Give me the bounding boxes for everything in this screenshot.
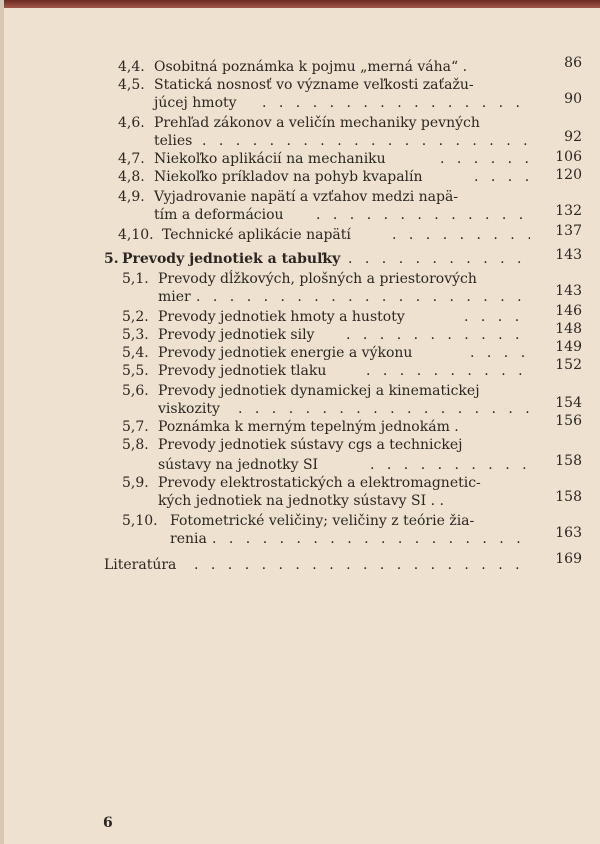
entry-page: 90 <box>564 91 582 107</box>
leader-dots <box>470 344 530 362</box>
leader-dots <box>474 168 530 186</box>
entry-page: 120 <box>555 167 582 183</box>
page-edge <box>0 0 4 844</box>
entry-page: 149 <box>555 339 582 355</box>
entry-number: 5,9. <box>122 475 149 491</box>
entry-title-continued: telies <box>154 133 193 149</box>
entry-title-continued: sústavy na jednotky SI <box>158 457 319 473</box>
entry-title: Prevody jednotiek hmoty a hustoty <box>158 309 405 325</box>
entry-number: 4,5. <box>118 77 145 93</box>
entry-title: Statická nosnosť vo význame veľkosti zaťažu- <box>154 77 474 93</box>
entry-page: 132 <box>555 203 582 219</box>
entry-number: 4,8. <box>118 169 145 185</box>
leader-dots <box>202 132 530 150</box>
entry-title-continued: mier <box>158 289 191 305</box>
entry-title: Prevody jednotiek energie a výkonu <box>158 345 413 361</box>
leader-dots <box>238 400 530 418</box>
entry-title: Osobitná poznámka k pojmu „merná váha“ . <box>154 59 468 75</box>
leader-dots <box>262 94 530 112</box>
entry-number: 5,8. <box>122 437 149 453</box>
entry-page: 92 <box>564 129 582 145</box>
entry-page: 152 <box>555 357 582 373</box>
entry-title: Vyjadrovanie napätí a vzťahov medzi napä- <box>154 189 459 205</box>
entry-number: 5,5. <box>122 363 149 379</box>
entry-number: 5,1. <box>122 271 149 287</box>
entry-title: Prevody jednotiek sústavy cgs a technickej <box>158 437 463 453</box>
entry-title-continued: kých jednotiek na jednotky sústavy SI . . <box>158 493 444 509</box>
entry-number: 5,3. <box>122 327 149 343</box>
entry-number: 4,9. <box>118 189 145 205</box>
leader-dots <box>348 250 530 268</box>
entry-page: 148 <box>555 321 582 337</box>
leader-dots <box>194 556 530 574</box>
entry-number: 5,4. <box>122 345 149 361</box>
entry-page: 163 <box>555 525 582 541</box>
leader-dots <box>464 308 530 326</box>
entry-number: 4,4. <box>118 59 145 75</box>
entry-page: 169 <box>555 551 582 567</box>
entry-number: 5,2. <box>122 309 149 325</box>
entry-title: Prevody elektrostatických a elektromagnetic- <box>158 475 481 491</box>
entry-title-continued: tím a deformáciou <box>154 207 284 223</box>
entry-title: Technické aplikácie napätí <box>162 227 351 243</box>
entry-page: 143 <box>555 283 582 299</box>
entry-number: 4,10. <box>118 227 154 243</box>
entry-title: Prevody jednotiek sily <box>158 327 315 343</box>
entry-page: 154 <box>555 395 582 411</box>
entry-page: 156 <box>555 413 582 429</box>
entry-title: Niekoľko aplikácií na mechaniku <box>154 151 386 167</box>
entry-number: 4,7. <box>118 151 145 167</box>
book-cover-edge <box>0 0 600 8</box>
entry-title-continued: renia <box>170 531 207 547</box>
leader-dots <box>196 288 530 306</box>
entry-page: 158 <box>555 489 582 505</box>
leader-dots <box>366 362 530 380</box>
entry-title: Fotometrické veličiny; veličiny z teórie žia- <box>170 513 475 529</box>
chapter-title: Prevody jednotiek a tabuľky <box>122 251 341 267</box>
entry-title: Prevody dĺžkových, plošných a priestorových <box>158 271 477 287</box>
entry-title: Prevody jednotiek tlaku <box>158 363 327 379</box>
entry-title-continued: viskozity <box>158 401 220 417</box>
entry-title: Literatúra <box>104 557 177 573</box>
entry-page: 143 <box>555 247 582 263</box>
entry-title: Prehľad zákonov a veličín mechaniky pevných <box>154 115 480 131</box>
leader-dots <box>346 326 530 344</box>
entry-title-continued: júcej hmoty <box>154 95 237 111</box>
entry-number: 5,7. <box>122 419 149 435</box>
page-number: 6 <box>103 815 113 831</box>
leader-dots <box>392 226 530 244</box>
entry-number: 4,6. <box>118 115 145 131</box>
entry-page: 86 <box>564 55 582 71</box>
entry-title: Niekoľko príkladov na pohyb kvapalín <box>154 169 423 185</box>
leader-dots <box>316 206 530 224</box>
entry-number: 5,6. <box>122 383 149 399</box>
entry-page: 158 <box>555 453 582 469</box>
chapter-number: 5. <box>104 251 119 267</box>
leader-dots <box>212 530 530 548</box>
entry-page: 146 <box>555 303 582 319</box>
leader-dots <box>370 456 530 474</box>
entry-page: 106 <box>555 149 582 165</box>
entry-number: 5,10. <box>122 513 158 529</box>
entry-title: Prevody jednotiek dynamickej a kinematickej <box>158 383 480 399</box>
entry-page: 137 <box>555 223 582 239</box>
entry-title: Poznámka k merným tepelným jednokám . <box>158 419 459 435</box>
leader-dots <box>440 150 530 168</box>
